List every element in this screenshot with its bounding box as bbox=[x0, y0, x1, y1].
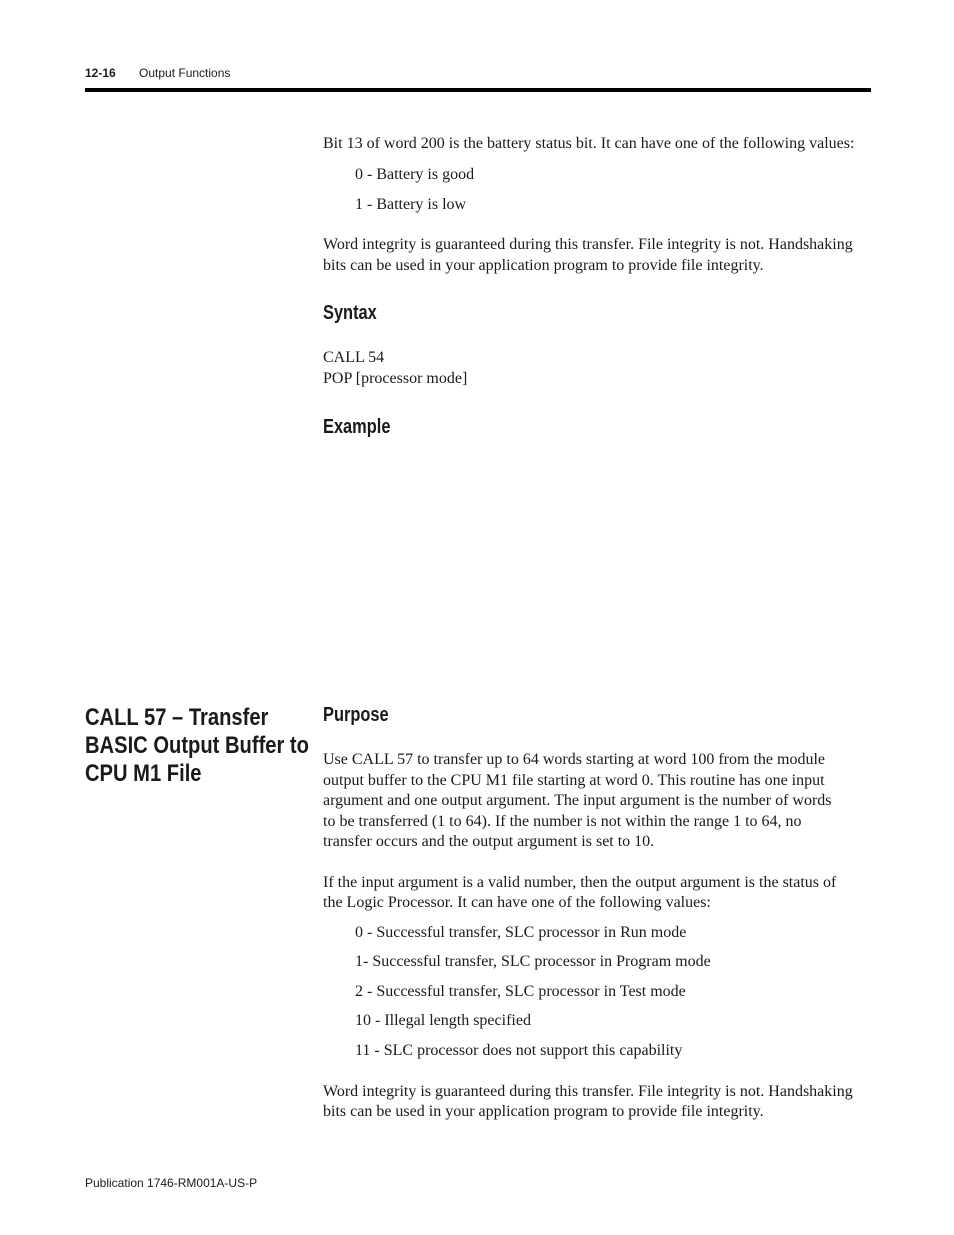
call57-title-line-2: BASIC Output Buffer to bbox=[85, 732, 309, 759]
call57-title bbox=[85, 704, 309, 788]
battery-value-0: 0 - Battery is good bbox=[355, 166, 475, 183]
purpose-line-5: transfer occurs and the output argument is set to 10. bbox=[323, 833, 655, 850]
page-header bbox=[85, 66, 231, 80]
call57-title-line-3: CPU M1 File bbox=[85, 760, 202, 787]
status-value-0: 0 - Successful transfer, SLC processor in Run mode bbox=[355, 924, 687, 941]
purpose-line-4: to be transferred (1 to 64). If the number is not within the range 1 to 64, no bbox=[323, 813, 802, 830]
status-value-10: 10 - Illegal length specified bbox=[355, 1012, 531, 1029]
call57-integrity-line1: Word integrity is guaranteed during this transfer. File integrity is not. Handshaking bbox=[323, 1083, 853, 1100]
call57-title-line-1: CALL 57 – Transfer bbox=[85, 704, 269, 731]
status-value-1: 1- Successful transfer, SLC processor in Program mode bbox=[355, 953, 711, 970]
status-value-2: 2 - Successful transfer, SLC processor in Test mode bbox=[355, 983, 686, 1000]
battery-intro: Bit 13 of word 200 is the battery status bit. It can have one of the following values: bbox=[323, 135, 855, 152]
status-value-11: 11 - SLC processor does not support this capability bbox=[355, 1042, 683, 1059]
syntax-heading: Syntax bbox=[323, 302, 377, 324]
purpose-line-1: Use CALL 57 to transfer up to 64 words starting at word 100 from the module bbox=[323, 751, 825, 768]
status-line-2: the Logic Processor. It can have one of the following values: bbox=[323, 894, 711, 911]
purpose-heading: Purpose bbox=[323, 704, 389, 726]
battery-integrity-line1: Word integrity is guaranteed during this transfer. File integrity is not. Handshaking bbox=[323, 236, 853, 253]
section-title: Output Functions bbox=[139, 66, 231, 80]
publication-footer: Publication 1746-RM001A-US-P bbox=[85, 1176, 258, 1190]
status-line-1: If the input argument is a valid number, then the output argument is the status of bbox=[323, 874, 837, 891]
syntax-line-2: POP [processor mode] bbox=[323, 370, 468, 387]
purpose-line-2: output buffer to the CPU M1 file starting at word 0. This routine has one input bbox=[323, 772, 825, 789]
example-heading: Example bbox=[323, 416, 391, 438]
battery-integrity-line2: bits can be used in your application program to provide file integrity. bbox=[323, 257, 764, 274]
purpose-line-3: argument and one output argument. The input argument is the number of words bbox=[323, 792, 832, 809]
page-number: 12-16 bbox=[85, 66, 116, 80]
call57-integrity-line2: bits can be used in your application program to provide file integrity. bbox=[323, 1103, 764, 1120]
header-rule bbox=[85, 88, 871, 92]
battery-value-1: 1 - Battery is low bbox=[355, 196, 467, 213]
syntax-line-1: CALL 54 bbox=[323, 349, 385, 366]
